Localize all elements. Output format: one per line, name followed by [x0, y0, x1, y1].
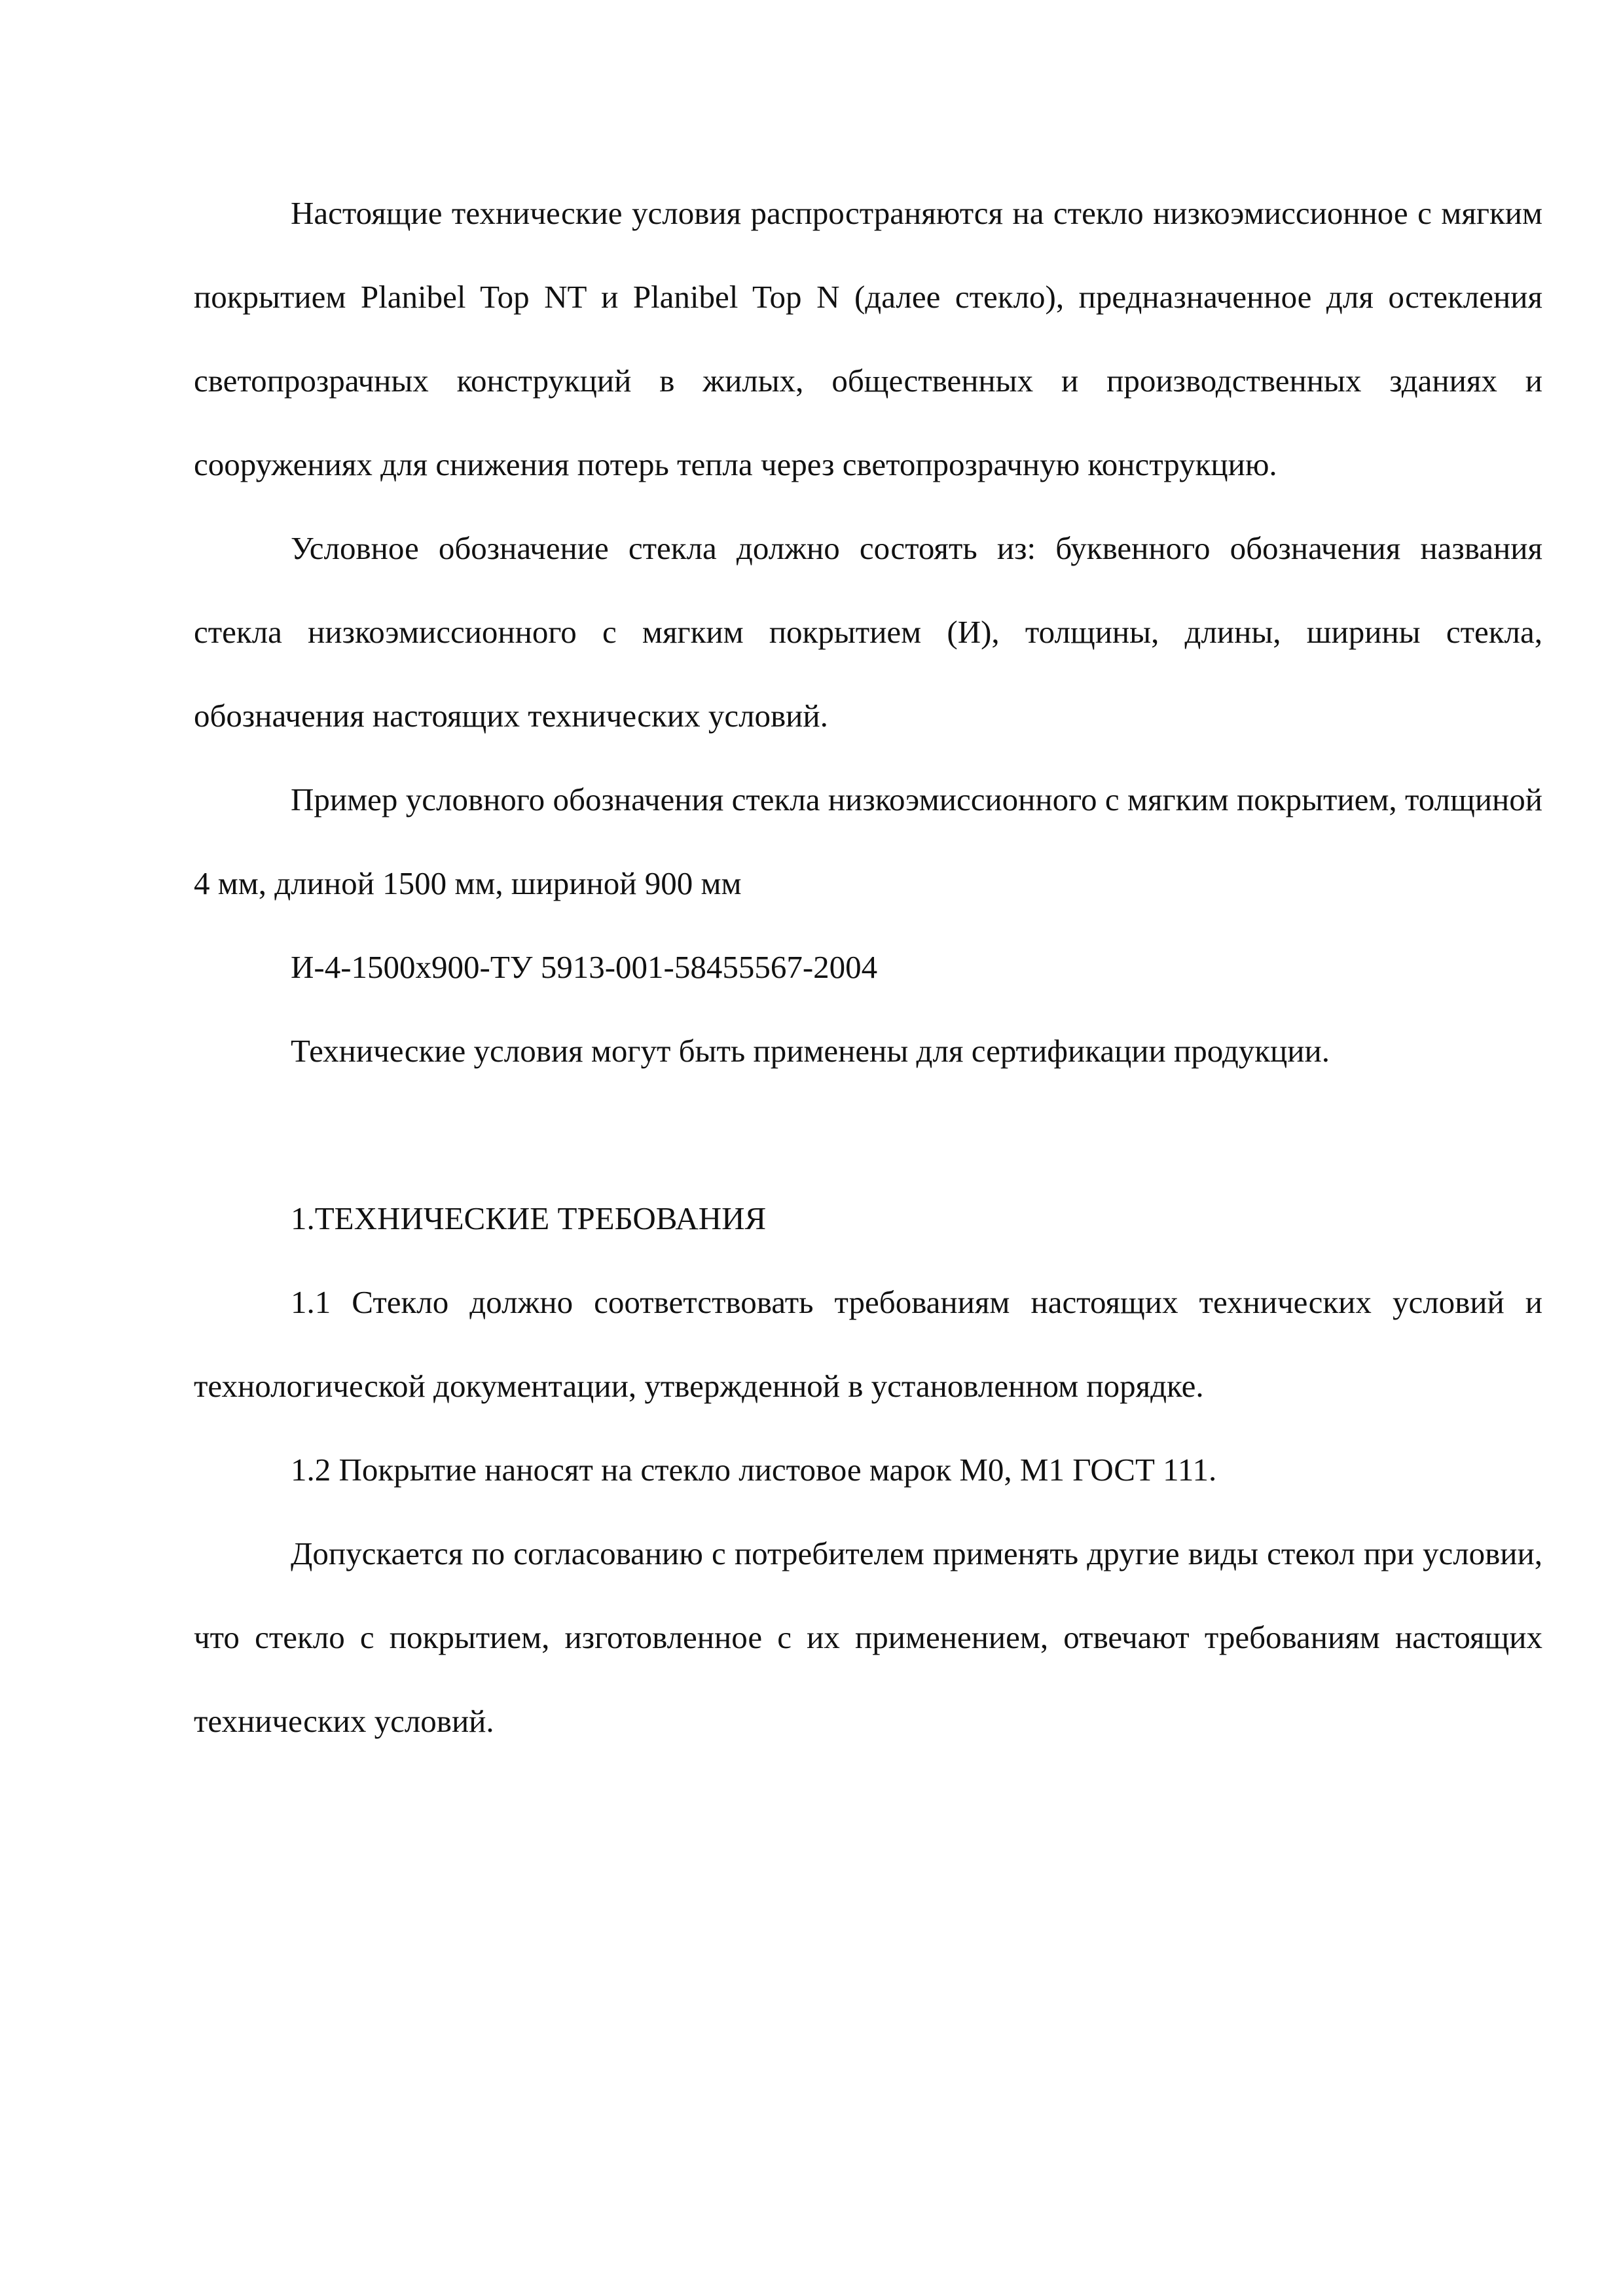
designation-example: И-4-1500х900-ТУ 5913-001-58455567-2004	[291, 949, 878, 985]
section-heading: 1.ТЕХНИЧЕСКИЕ ТРЕБОВАНИЯ	[291, 1200, 767, 1236]
section-paragraph-1-1: 1.1 Стекло должно соответствовать требованиям настоящих технических условий и технологической документации, утвержденной в установленном порядке.	[194, 1284, 1542, 1404]
document-body	[194, 171, 1542, 1763]
intro-paragraph-designation: Условное обозначение стекла должно состоять из: буквенного обозначения названия стекла низкоэмиссионного с мягким покрытием (И), толщины, длины, ширины стекла, обозначения настоящих технических условий.	[194, 530, 1542, 734]
intro-paragraph-scope: Настоящие технические условия распространяются на стекло низкоэмиссионное с мягким покрытием Planibel Top NT и Planibel Top N (далее стекло), предназначенное для остекления светопрозрачных конструкций в жилых, общественных и производственных зданиях и сооружениях для снижения потерь тепла через светопрозрачную конструкцию.	[194, 195, 1542, 482]
certification-note: Технические условия могут быть применены для сертификации продукции.	[291, 1033, 1330, 1069]
section-paragraph-allowance: Допускается по согласованию с потребителем применять другие виды стекол при условии, что стекло с покрытием, изготовленное с их применением, отвечают требованиям настоящих технических условий.	[194, 1535, 1542, 1739]
intro-paragraph-example: Пример условного обозначения стекла низкоэмиссионного с мягким покрытием, толщиной 4 мм, длиной 1500 мм, шириной 900 мм	[194, 781, 1542, 901]
section-paragraph-1-2: 1.2 Покрытие наносят на стекло листовое марок М0, М1 ГОСТ 111.	[291, 1452, 1217, 1488]
